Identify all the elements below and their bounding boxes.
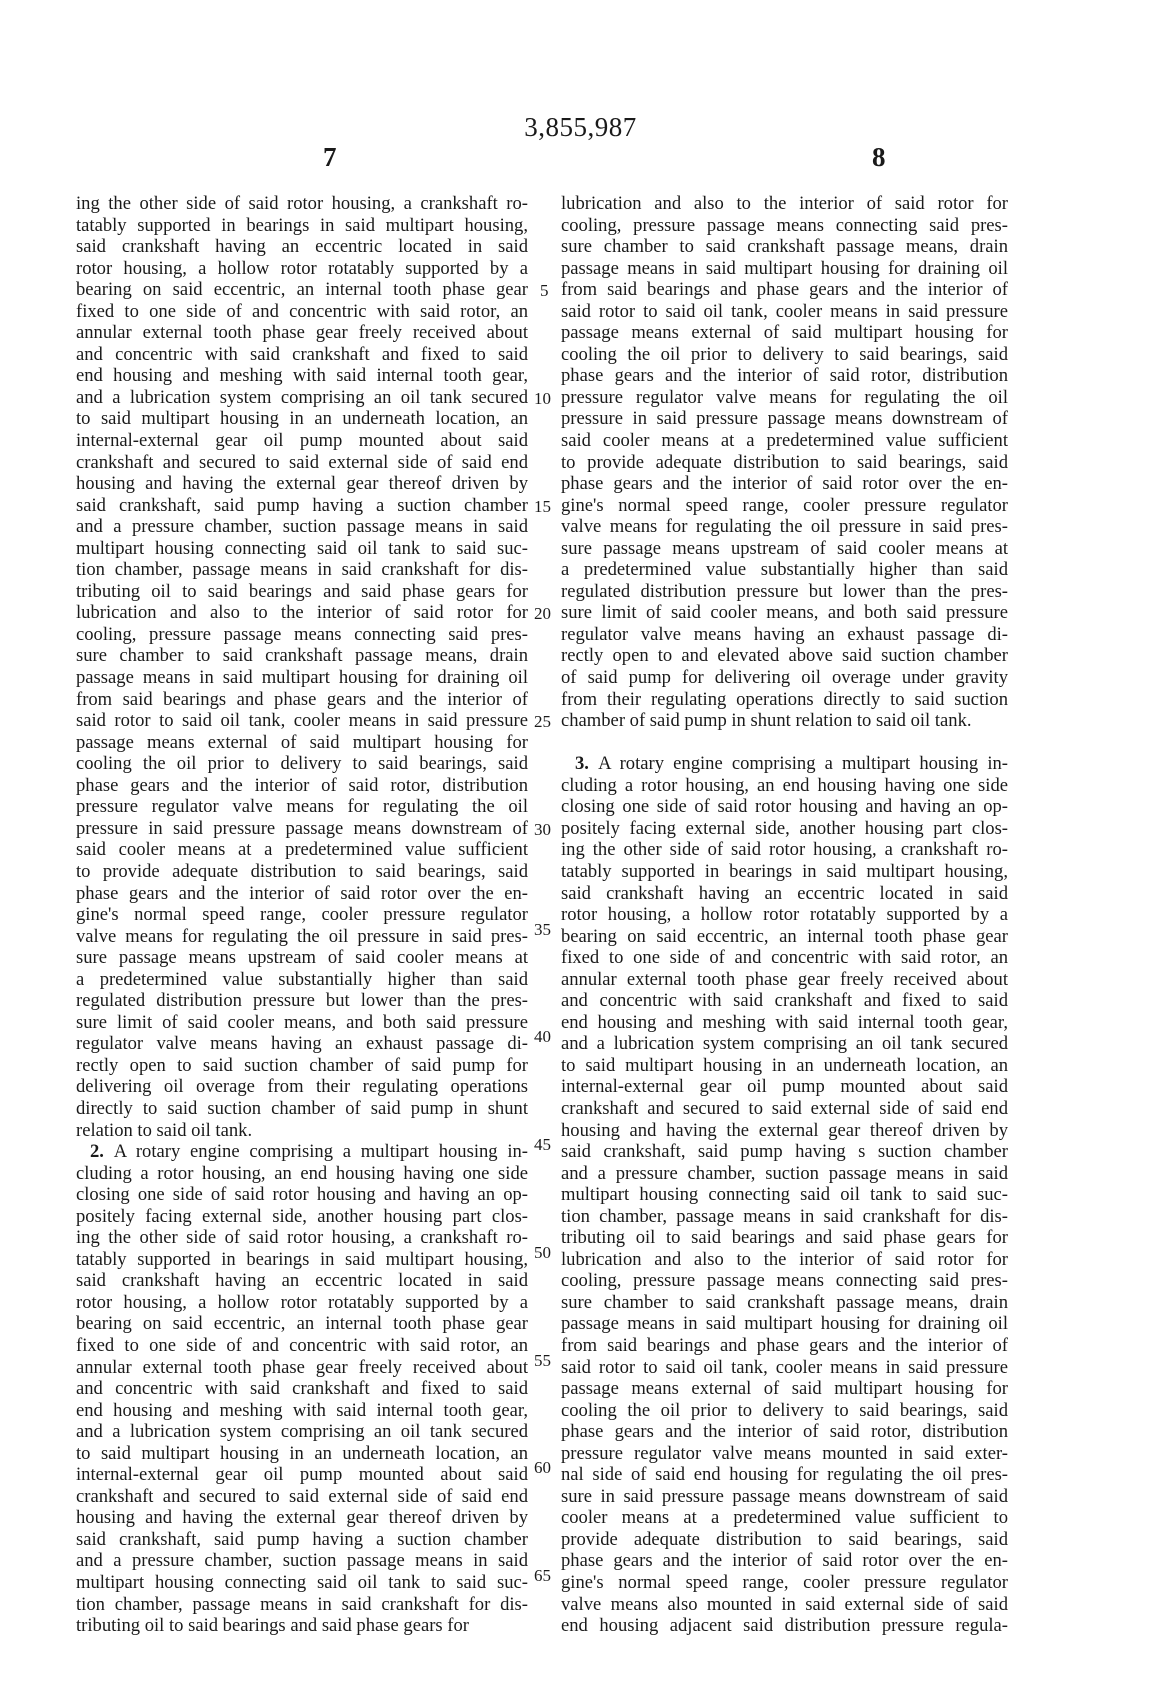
line-text: relation to said oil tank.	[76, 1119, 253, 1141]
text-line	[561, 1055, 1008, 1077]
text-line	[561, 689, 1008, 711]
text-line	[561, 1572, 1008, 1594]
text-line	[76, 1550, 528, 1572]
text-line	[76, 818, 528, 840]
line-text: end housing adjacent said distribution pressure regula-	[561, 1615, 1008, 1637]
text-line	[76, 322, 528, 344]
line-text: crankshaft and secured to said external side of said end	[561, 1097, 1008, 1119]
line-text: phase gears and the interior of said rotor, distribution	[561, 365, 1008, 387]
line-text: to said multipart housing in an underneath location, an	[76, 408, 528, 430]
text-line	[561, 796, 1008, 818]
line-text: said crankshaft, said pump having a suction chamber	[76, 1528, 528, 1550]
line-text: cooling, pressure passage means connecting said pres-	[76, 623, 528, 645]
text-line	[561, 990, 1008, 1012]
text-line	[76, 279, 528, 301]
line-text: passage means in said multipart housing for draining oil	[76, 667, 528, 689]
text-line	[76, 258, 528, 280]
text-line	[76, 516, 528, 538]
text-line	[561, 1313, 1008, 1335]
text-line	[561, 1163, 1008, 1185]
text-line	[561, 1012, 1008, 1034]
line-text: said crankshaft, said pump having a suction chamber	[76, 494, 528, 516]
text-line	[76, 581, 528, 603]
text-line	[561, 818, 1008, 840]
text-line	[561, 602, 1008, 624]
text-line	[561, 926, 1008, 948]
line-text: closing one side of said rotor housing and having an op-	[76, 1184, 528, 1206]
text-line	[561, 258, 1008, 280]
text-line	[76, 1313, 528, 1335]
text-line	[561, 430, 1008, 452]
text-line	[76, 452, 528, 474]
text-line	[76, 602, 528, 624]
line-text: positely facing external side, another housing part clos-	[76, 1205, 528, 1227]
line-text: regulator valve means having an exhaust passage di-	[561, 623, 1008, 645]
text-line	[561, 883, 1008, 905]
line-text: said rotor to said oil tank, cooler means in said pressure	[561, 300, 1008, 322]
line-number-marker: 35	[534, 919, 551, 939]
text-line	[76, 408, 528, 430]
line-text: tatably supported in bearings in said multipart housing,	[76, 1248, 528, 1270]
line-text: said rotor to said oil tank, cooler means in said pressure	[561, 1356, 1008, 1378]
line-text: sure in said pressure passage means downstream of said	[561, 1485, 1008, 1507]
line-text: and a pressure chamber, suction passage means in said	[561, 1162, 1008, 1184]
line-text: bearing on said eccentric, an internal tooth phase gear	[76, 279, 528, 301]
text-line	[76, 1594, 528, 1616]
text-line	[561, 322, 1008, 344]
line-number-marker: 65	[534, 1566, 551, 1586]
line-text: housing and having the external gear thereof driven by	[76, 473, 528, 495]
line-text: passage means external of said multipart housing for	[76, 731, 528, 753]
line-number-marker: 40	[534, 1027, 551, 1047]
line-text: and concentric with said crankshaft and fixed to said	[76, 343, 528, 365]
text-line	[561, 279, 1008, 301]
text-line	[561, 947, 1008, 969]
line-text: valve means for regulating the oil pressure in said pres-	[561, 516, 1008, 538]
text-line	[76, 430, 528, 452]
line-text: chamber of said pump in shunt relation to said oil tank.	[561, 710, 972, 732]
line-text: delivering oil overage from their regulating operations	[76, 1076, 528, 1098]
line-text: to said multipart housing in an underneath location, an	[561, 1054, 1008, 1076]
line-text: from their regulating operations directly to said suction	[561, 688, 1008, 710]
text-line	[76, 1249, 528, 1271]
text-line	[561, 1076, 1008, 1098]
line-text: sure chamber to said crankshaft passage means, drain	[561, 1291, 1008, 1313]
line-text: sure chamber to said crankshaft passage means, drain	[76, 645, 528, 667]
text-line	[76, 1033, 528, 1055]
text-line	[76, 689, 528, 711]
text-line	[561, 473, 1008, 495]
line-text: closing one side of said rotor housing and having an op-	[561, 796, 1008, 818]
text-line	[76, 796, 528, 818]
text-line	[561, 1141, 1008, 1163]
text-line	[76, 1400, 528, 1422]
line-text: cooling the oil prior to delivery to said bearings, said	[76, 753, 528, 775]
line-text: rotor housing, a hollow rotor rotatably supported by a	[76, 1291, 528, 1313]
text-line	[561, 624, 1008, 646]
text-line	[561, 732, 1008, 754]
line-text: annular external tooth phase gear freely received about	[561, 968, 1008, 990]
text-line	[76, 495, 528, 517]
text-line	[561, 365, 1008, 387]
text-line	[561, 1486, 1008, 1508]
line-text: said rotor to said oil tank, cooler means in said pressure	[76, 710, 528, 732]
text-line	[76, 301, 528, 323]
text-line	[76, 1206, 528, 1228]
text-line	[561, 559, 1008, 581]
text-line	[561, 753, 1008, 775]
line-text: a predetermined value substantially higher than said	[76, 968, 528, 990]
left-column	[76, 193, 528, 1637]
text-line	[76, 1378, 528, 1400]
text-line	[76, 538, 528, 560]
text-line	[76, 236, 528, 258]
line-text: cooler means at a predetermined value sufficient to	[561, 1507, 1008, 1529]
text-line	[76, 861, 528, 883]
line-text: crankshaft and secured to said external side of said end	[76, 1485, 528, 1507]
line-text: rotor housing, a hollow rotor rotatably supported by a	[76, 257, 528, 279]
line-text: A rotary engine comprising a multipart housing in-	[598, 753, 1008, 775]
text-line	[561, 236, 1008, 258]
line-text: sure limit of said cooler means, and both said pressure	[76, 1011, 528, 1033]
line-text: phase gears and the interior of said rotor over the en-	[561, 1550, 1008, 1572]
line-text: tributing oil to said bearings and said phase gears for	[76, 580, 528, 602]
text-line	[76, 926, 528, 948]
text-line	[561, 452, 1008, 474]
text-line	[76, 775, 528, 797]
line-text: sure chamber to said crankshaft passage means, drain	[561, 236, 1008, 258]
line-number-marker: 20	[534, 604, 551, 624]
line-text: internal-external gear oil pump mounted about said	[561, 1076, 1008, 1098]
text-line	[76, 387, 528, 409]
line-text: sure limit of said cooler means, and both said pressure	[561, 602, 1008, 624]
line-text: said crankshaft having an eccentric located in said	[76, 236, 528, 258]
line-text: end housing and meshing with said internal tooth gear,	[561, 1011, 1008, 1033]
text-line	[561, 1421, 1008, 1443]
line-number-marker: 55	[534, 1350, 551, 1370]
text-line	[76, 1421, 528, 1443]
line-text: fixed to one side of and concentric with said rotor, an	[561, 947, 1008, 969]
text-line	[76, 732, 528, 754]
line-text: gine's normal speed range, cooler pressure regulator	[76, 904, 528, 926]
text-line	[76, 1120, 528, 1142]
text-line	[561, 1529, 1008, 1551]
line-text: regulated distribution pressure but lower than the pres-	[76, 990, 528, 1012]
line-text: cooling the oil prior to delivery to said bearings, said	[561, 343, 1008, 365]
right-column	[561, 193, 1008, 1637]
line-text: rotor housing, a hollow rotor rotatably supported by a	[561, 904, 1008, 926]
text-line	[76, 904, 528, 926]
line-text: directly to said suction chamber of said pump in shunt	[76, 1097, 528, 1119]
line-text: annular external tooth phase gear freely received about	[76, 322, 528, 344]
text-line	[561, 581, 1008, 603]
line-text: from said bearings and phase gears and the interior of	[561, 1334, 1008, 1356]
line-text: fixed to one side of and concentric with said rotor, an	[76, 1334, 528, 1356]
text-line	[561, 495, 1008, 517]
line-text: A rotary engine comprising a multipart housing in-	[113, 1141, 528, 1163]
line-text: housing and having the external gear thereof driven by	[76, 1507, 528, 1529]
line-text: bearing on said eccentric, an internal tooth phase gear	[76, 1313, 528, 1335]
text-line	[561, 861, 1008, 883]
line-text: internal-external gear oil pump mounted about said	[76, 430, 528, 452]
line-text: passage means external of said multipart housing for	[561, 322, 1008, 344]
line-text: said crankshaft having an eccentric located in said	[561, 882, 1008, 904]
line-text: tributing oil to said bearings and said phase gears for	[561, 1227, 1008, 1249]
line-text: phase gears and the interior of said rotor, distribution	[561, 1421, 1008, 1443]
text-line	[561, 1184, 1008, 1206]
claim-number: 3.	[575, 753, 599, 775]
line-text: tributing oil to said bearings and said phase gears for	[76, 1615, 469, 1637]
line-number-marker: 60	[534, 1458, 551, 1478]
line-text: phase gears and the interior of said rotor, distribution	[76, 774, 528, 796]
text-line	[76, 969, 528, 991]
line-text: and a pressure chamber, suction passage means in said	[76, 516, 528, 538]
text-line	[76, 1076, 528, 1098]
claim-number: 2.	[90, 1141, 114, 1163]
page-number-right: 8	[872, 142, 886, 172]
line-text: bearing on said eccentric, an internal tooth phase gear	[561, 925, 1008, 947]
page-number-left: 7	[323, 142, 337, 172]
line-text: lubrication and also to the interior of said rotor for	[561, 193, 1008, 214]
text-line	[561, 538, 1008, 560]
line-text: said crankshaft having an eccentric located in said	[76, 1270, 528, 1292]
line-text: from said bearings and phase gears and the interior of	[561, 279, 1008, 301]
line-text: tion chamber, passage means in said crankshaft for dis-	[76, 559, 528, 581]
line-number-marker: 10	[534, 388, 551, 408]
line-number-marker: 30	[534, 819, 551, 839]
line-text: regulator valve means having an exhaust passage di-	[76, 1033, 528, 1055]
text-line	[561, 193, 1008, 215]
line-text: tion chamber, passage means in said crankshaft for dis-	[76, 1593, 528, 1615]
line-text: valve means for regulating the oil pressure in said pres-	[76, 925, 528, 947]
line-text: to said multipart housing in an underneath location, an	[76, 1442, 528, 1464]
line-text: pressure in said pressure passage means downstream of	[561, 408, 1008, 430]
text-line	[76, 1292, 528, 1314]
text-line	[76, 1270, 528, 1292]
line-number-marker: 45	[534, 1135, 551, 1155]
text-line	[561, 387, 1008, 409]
line-text: cluding a rotor housing, an end housing having one side	[76, 1162, 528, 1184]
line-text: and concentric with said crankshaft and fixed to said	[561, 990, 1008, 1012]
line-number-marker: 15	[534, 496, 551, 516]
text-line	[76, 667, 528, 689]
text-line	[561, 1270, 1008, 1292]
text-line	[561, 1227, 1008, 1249]
text-line	[76, 645, 528, 667]
text-line	[76, 1227, 528, 1249]
text-line	[561, 1507, 1008, 1529]
line-text: tion chamber, passage means in said crankshaft for dis-	[561, 1205, 1008, 1227]
line-text: from said bearings and phase gears and the interior of	[76, 688, 528, 710]
text-line	[76, 1486, 528, 1508]
text-line	[76, 344, 528, 366]
text-line	[561, 1357, 1008, 1379]
line-text: tatably supported in bearings in said multipart housing,	[76, 214, 528, 236]
text-line	[561, 1098, 1008, 1120]
line-text: sure passage means upstream of said cooler means at	[561, 537, 1008, 559]
line-text: gine's normal speed range, cooler pressure regulator	[561, 1572, 1008, 1593]
line-text: end housing and meshing with said internal tooth gear,	[76, 365, 528, 387]
line-text: and a pressure chamber, suction passage means in said	[76, 1550, 528, 1572]
line-number-marker: 50	[534, 1242, 551, 1262]
line-number-marker: 5	[540, 281, 549, 301]
text-line	[76, 990, 528, 1012]
line-text: cooling, pressure passage means connecting said pres-	[561, 1270, 1008, 1292]
line-text: said crankshaft, said pump having s suction chamber	[561, 1141, 1008, 1163]
line-text: multipart housing connecting said oil tank to said suc-	[76, 1572, 528, 1593]
text-line	[561, 710, 1008, 732]
line-text: phase gears and the interior of said rotor over the en-	[76, 882, 528, 904]
text-line	[76, 1098, 528, 1120]
text-line	[561, 1594, 1008, 1616]
text-line	[76, 1055, 528, 1077]
line-text: and concentric with said crankshaft and fixed to said	[76, 1378, 528, 1400]
text-line	[561, 1400, 1008, 1422]
line-text: to provide adequate distribution to said bearings, said	[561, 451, 1008, 473]
text-line	[561, 344, 1008, 366]
text-line	[561, 1249, 1008, 1271]
line-text: tatably supported in bearings in said multipart housing,	[561, 860, 1008, 882]
line-text: lubrication and also to the interior of said rotor for	[561, 1248, 1008, 1270]
text-line	[561, 1615, 1008, 1637]
line-text: fixed to one side of and concentric with said rotor, an	[76, 300, 528, 322]
text-line	[561, 839, 1008, 861]
text-line	[561, 1550, 1008, 1572]
line-text: crankshaft and secured to said external side of said end	[76, 451, 528, 473]
text-line	[76, 1507, 528, 1529]
line-text: rectly open to and elevated above said suction chamber	[561, 645, 1008, 667]
line-text: ing the other side of said rotor housing, a crankshaft ro-	[561, 839, 1008, 861]
text-line	[561, 1292, 1008, 1314]
line-text: provide adequate distribution to said bearings, said	[561, 1528, 1008, 1550]
line-text: positely facing external side, another housing part clos-	[561, 817, 1008, 839]
line-text: pressure in said pressure passage means downstream of	[76, 817, 528, 839]
line-text: said cooler means at a predetermined value sufficient	[561, 430, 1008, 452]
line-text: multipart housing connecting said oil tank to said suc-	[561, 1184, 1008, 1206]
line-text: cluding a rotor housing, an end housing having one side	[561, 774, 1008, 796]
text-line	[76, 710, 528, 732]
text-line	[76, 1357, 528, 1379]
line-text: passage means external of said multipart housing for	[561, 1378, 1008, 1400]
line-text: and a lubrication system comprising an oil tank secured	[76, 386, 528, 408]
line-text: pressure regulator valve means for regulating the oil	[561, 386, 1008, 408]
line-text: phase gears and the interior of said rotor over the en-	[561, 473, 1008, 495]
text-line	[561, 301, 1008, 323]
patent-number: 3,855,987	[524, 112, 637, 142]
text-line	[76, 1163, 528, 1185]
line-text: rectly open to said suction chamber of said pump for	[76, 1054, 528, 1076]
text-line	[561, 1033, 1008, 1055]
line-text: ing the other side of said rotor housing, a crankshaft ro-	[76, 1227, 528, 1249]
text-line	[76, 215, 528, 237]
text-line	[76, 839, 528, 861]
text-line	[561, 1335, 1008, 1357]
line-text: pressure regulator valve means for regulating the oil	[76, 796, 528, 818]
text-line	[561, 645, 1008, 667]
text-line	[76, 1184, 528, 1206]
text-line	[561, 1378, 1008, 1400]
text-line	[76, 883, 528, 905]
text-line	[561, 1120, 1008, 1142]
text-line	[561, 1443, 1008, 1465]
text-line	[76, 365, 528, 387]
text-line	[561, 775, 1008, 797]
text-line	[76, 947, 528, 969]
line-text: to provide adequate distribution to said bearings, said	[76, 860, 528, 882]
line-number-marker: 25	[534, 712, 551, 732]
line-text: valve means also mounted in said external side of said	[561, 1593, 1008, 1615]
line-text: passage means in said multipart housing for draining oil	[561, 257, 1008, 279]
text-line	[561, 969, 1008, 991]
line-text: nal side of said end housing for regulating the oil pres-	[561, 1464, 1008, 1486]
text-line	[561, 215, 1008, 237]
line-text: pressure regulator valve means mounted in said exter-	[561, 1442, 1008, 1464]
text-line	[561, 904, 1008, 926]
line-text: regulated distribution pressure but lower than the pres-	[561, 580, 1008, 602]
text-line	[76, 1464, 528, 1486]
text-line	[76, 193, 528, 215]
line-text: and a lubrication system comprising an oil tank secured	[76, 1421, 528, 1443]
text-line	[76, 473, 528, 495]
line-text: gine's normal speed range, cooler pressure regulator	[561, 494, 1008, 516]
line-text: cooling the oil prior to delivery to said bearings, said	[561, 1399, 1008, 1421]
text-line	[76, 1615, 528, 1637]
text-line	[76, 559, 528, 581]
text-line	[76, 1012, 528, 1034]
line-text: of said pump for delivering oil overage under gravity	[561, 667, 1008, 689]
line-text: said cooler means at a predetermined value sufficient	[76, 839, 528, 861]
text-line	[561, 1464, 1008, 1486]
text-line	[76, 1141, 528, 1163]
line-text: ing the other side of said rotor housing, a crankshaft ro-	[76, 193, 528, 214]
text-line	[561, 1206, 1008, 1228]
text-line	[76, 1443, 528, 1465]
line-text: sure passage means upstream of said cooler means at	[76, 947, 528, 969]
text-line	[76, 624, 528, 646]
text-line	[76, 1335, 528, 1357]
line-text: passage means in said multipart housing for draining oil	[561, 1313, 1008, 1335]
line-text: lubrication and also to the interior of said rotor for	[76, 602, 528, 624]
line-text: annular external tooth phase gear freely received about	[76, 1356, 528, 1378]
text-line	[76, 753, 528, 775]
line-text: internal-external gear oil pump mounted about said	[76, 1464, 528, 1486]
text-line	[76, 1572, 528, 1594]
line-text: multipart housing connecting said oil tank to said suc-	[76, 537, 528, 559]
line-text: end housing and meshing with said internal tooth gear,	[76, 1399, 528, 1421]
line-text: housing and having the external gear thereof driven by	[561, 1119, 1008, 1141]
line-text: a predetermined value substantially higher than said	[561, 559, 1008, 581]
line-text: and a lubrication system comprising an oil tank secured	[561, 1033, 1008, 1055]
text-line	[76, 1529, 528, 1551]
line-text: cooling, pressure passage means connecting said pres-	[561, 214, 1008, 236]
text-line	[561, 667, 1008, 689]
text-line	[561, 516, 1008, 538]
text-line	[561, 408, 1008, 430]
